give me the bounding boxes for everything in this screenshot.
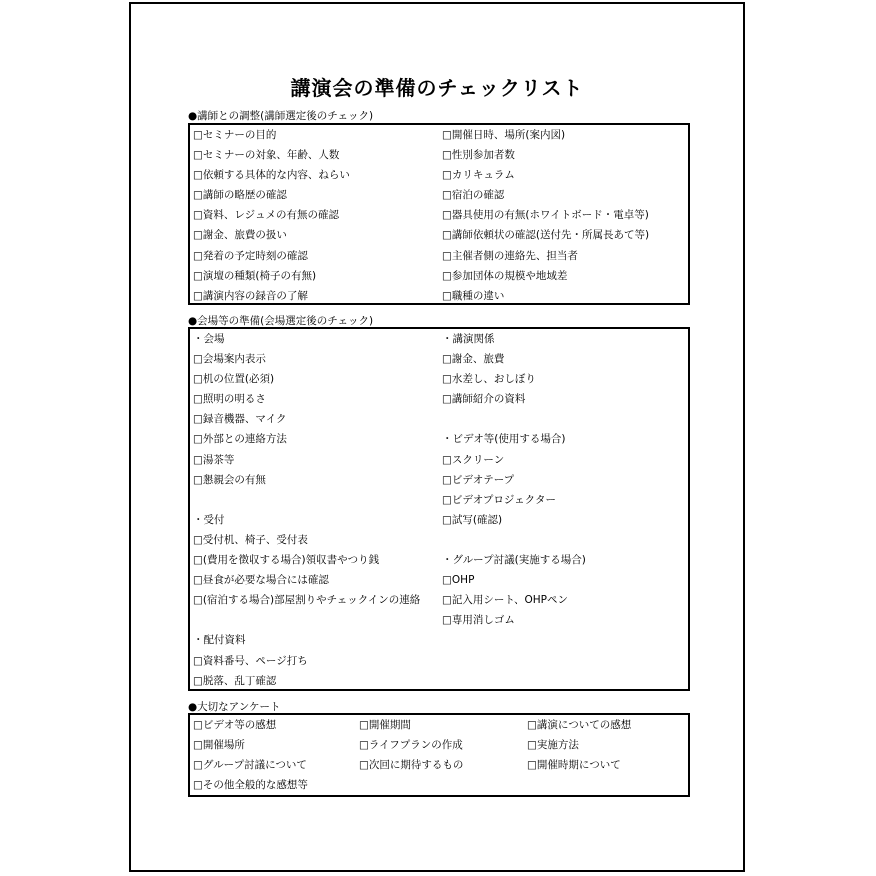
venue-checkbox-item[interactable]: □謝金、旅費 xyxy=(442,353,505,366)
lecturer-checkbox-item[interactable]: □資料、レジュメの有無の確認 xyxy=(193,209,339,222)
lecturer-checkbox-item[interactable]: □講演内容の録音の了解 xyxy=(193,289,308,302)
venue-checkbox-item[interactable]: □(宿泊する場合)部屋割りやチェックインの連絡 xyxy=(193,594,421,607)
lecturer-checkbox-item[interactable]: □宿泊の確認 xyxy=(442,189,505,202)
lecturer-checkbox-item[interactable]: □セミナーの対象、年齢、人数 xyxy=(193,149,340,162)
venue-checkbox-item[interactable]: □脱落、乱丁確認 xyxy=(193,674,277,687)
lecturer-checkbox-item[interactable]: □謝金、旅費の扱い xyxy=(193,229,287,242)
venue-subheading: ・会場 xyxy=(193,333,225,345)
venue-checkbox-item[interactable]: □受付机、椅子、受付表 xyxy=(193,533,308,546)
survey-checkbox-item[interactable]: □次回に期待するもの xyxy=(359,759,464,772)
survey-column-3 xyxy=(527,715,631,775)
venue-checkbox-item[interactable]: □水差し、おしぼり xyxy=(442,373,536,386)
survey-column-1 xyxy=(193,715,308,795)
venue-checkbox-item[interactable]: □机の位置(必須) xyxy=(193,373,275,386)
lecturer-checkbox-item[interactable]: □演壇の種類(椅子の有無) xyxy=(193,269,317,282)
lecturer-checkbox-item[interactable]: □職種の違い xyxy=(442,289,505,302)
venue-checkbox-item[interactable]: □(費用を徴収する場合)領収書やつり銭 xyxy=(193,554,380,567)
lecturer-checkbox-item[interactable]: □講師の略歴の確認 xyxy=(193,189,287,202)
survey-checkbox-item[interactable]: □グループ討議について xyxy=(193,759,307,772)
survey-checkbox-item[interactable]: □ライフプランの作成 xyxy=(359,739,463,752)
venue-checkbox-item[interactable]: □照明の明るさ xyxy=(193,393,266,406)
venue-subheading: ・グループ討議(実施する場合) xyxy=(442,554,586,567)
survey-checkbox-item[interactable]: □ビデオ等の感想 xyxy=(193,719,277,731)
survey-column-2 xyxy=(359,715,463,775)
lecturer-checkbox-item[interactable]: □器具使用の有無(ホワイトボード・電卓等) xyxy=(442,209,649,222)
lecturer-checkbox-item[interactable]: □セミナーの目的 xyxy=(193,129,277,141)
venue-checkbox-item[interactable]: □録音機器、マイク xyxy=(193,413,287,426)
lecturer-checkbox-item[interactable]: □参加団体の規模や地域差 xyxy=(442,269,568,282)
venue-checkbox-item[interactable]: □スクリーン xyxy=(442,453,505,466)
venue-left-column xyxy=(193,329,420,691)
venue-subheading: ・配付資料 xyxy=(193,634,246,647)
section-heading-venue: ●会場等の準備(会場選定後のチェック) xyxy=(188,315,374,327)
venue-checkbox-item[interactable]: □試写(確認) xyxy=(442,513,503,526)
survey-checkbox-item[interactable]: □講演についての感想 xyxy=(527,719,632,731)
lecturer-checkbox-item[interactable]: □開催日時、場所(案内図) xyxy=(442,129,566,141)
venue-checkbox-item[interactable]: □記入用シート、OHPペン xyxy=(442,594,568,607)
venue-subheading: ・講演関係 xyxy=(442,333,495,345)
lecturer-checkbox-item[interactable]: □主催者側の連絡先、担当者 xyxy=(442,249,578,262)
survey-checkbox-item[interactable]: □その他全般的な感想等 xyxy=(193,779,308,792)
lecturer-left-column xyxy=(193,125,350,306)
venue-checkbox-item[interactable]: □懇親会の有無 xyxy=(193,473,266,486)
lecturer-checkbox-item[interactable]: □性別参加者数 xyxy=(442,149,515,162)
venue-checkbox-item[interactable]: □資料番号、ページ打ち xyxy=(193,654,308,667)
venue-checkbox-item[interactable]: □外部との連絡方法 xyxy=(193,433,287,446)
lecturer-right-column xyxy=(442,125,649,306)
venue-checkbox-item[interactable]: □講師紹介の資料 xyxy=(442,393,526,406)
venue-checkbox-item[interactable]: □湯茶等 xyxy=(193,453,235,466)
lecturer-checkbox-item[interactable]: □依頼する具体的な内容、ねらい xyxy=(193,169,350,182)
venue-checkbox-item[interactable]: □ビデオテープ xyxy=(442,473,515,486)
survey-checklist-box xyxy=(188,713,690,797)
section-heading-lecturer: ●講師との調整(講師選定後のチェック) xyxy=(188,110,374,122)
venue-right-column xyxy=(442,329,586,630)
venue-checkbox-item[interactable]: □会場案内表示 xyxy=(193,353,266,366)
venue-subheading: ・ビデオ等(使用する場合) xyxy=(442,433,566,446)
venue-checklist-box xyxy=(188,327,690,691)
section-heading-survey: ●大切なアンケート xyxy=(188,701,281,713)
lecturer-checkbox-item[interactable]: □カリキュラム xyxy=(442,169,515,182)
venue-checkbox-item[interactable]: □OHP xyxy=(442,574,475,587)
survey-checkbox-item[interactable]: □開催期間 xyxy=(359,719,411,731)
venue-subheading: ・受付 xyxy=(193,513,225,526)
lecturer-checkbox-item[interactable]: □発着の予定時刻の確認 xyxy=(193,249,308,262)
lecturer-checkbox-item[interactable]: □講師依頼状の確認(送付先・所属長あて等) xyxy=(442,229,650,242)
venue-checkbox-item[interactable]: □専用消しゴム xyxy=(442,614,515,627)
survey-checkbox-item[interactable]: □開催時期について xyxy=(527,759,621,772)
venue-checkbox-item[interactable]: □昼食が必要な場合には確認 xyxy=(193,574,329,587)
page-title: 講演会の準備のチェックリスト xyxy=(290,76,584,100)
document-page xyxy=(129,2,745,872)
lecturer-checklist-box xyxy=(188,123,690,305)
venue-checkbox-item[interactable]: □ビデオプロジェクター xyxy=(442,493,556,506)
survey-checkbox-item[interactable]: □開催場所 xyxy=(193,739,245,752)
survey-checkbox-item[interactable]: □実施方法 xyxy=(527,739,579,752)
